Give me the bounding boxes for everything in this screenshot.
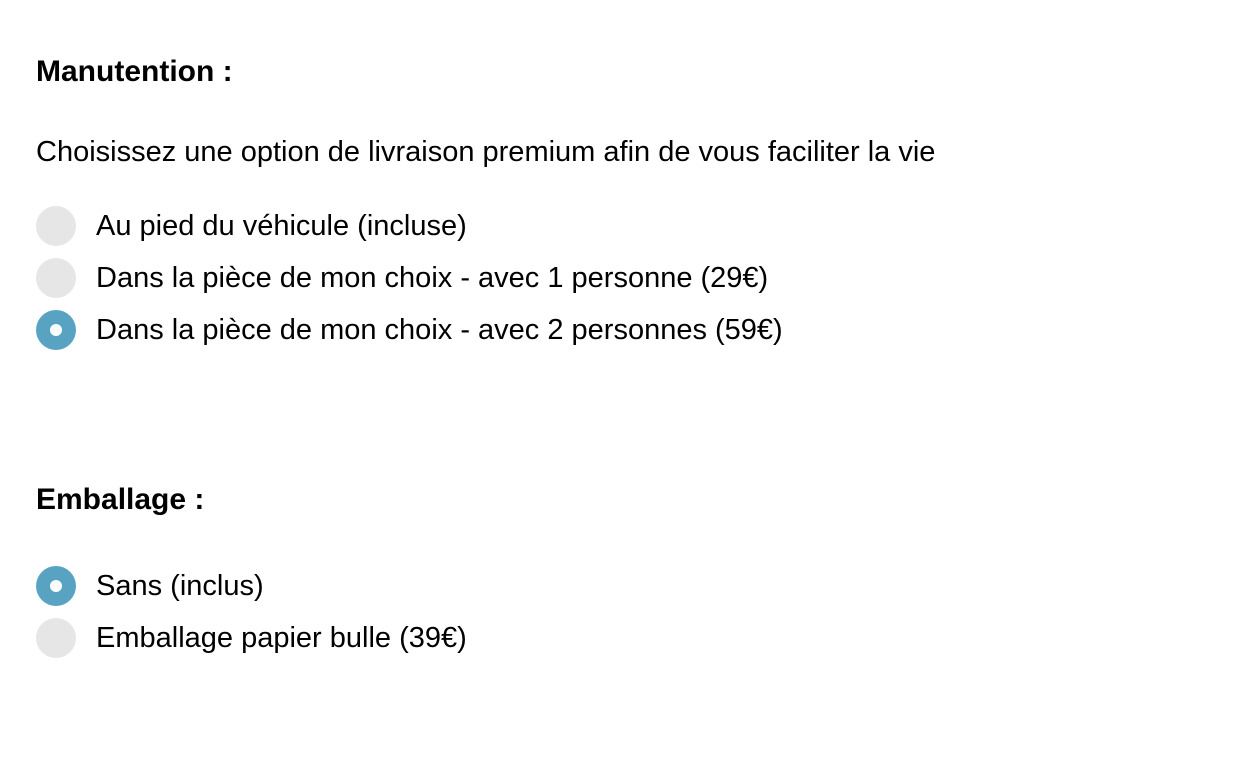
radio-option-sans[interactable] bbox=[36, 560, 467, 612]
emballage-radio-group bbox=[36, 560, 467, 664]
manutention-title: Manutention : bbox=[36, 55, 233, 88]
radio-option-papier-bulle[interactable] bbox=[36, 612, 467, 664]
radio-button-selected-icon[interactable] bbox=[36, 310, 76, 350]
radio-button-icon[interactable] bbox=[36, 258, 76, 298]
radio-label: Emballage papier bulle (39€) bbox=[96, 622, 467, 654]
radio-option-au-pied[interactable] bbox=[36, 200, 783, 252]
manutention-radio-group bbox=[36, 200, 783, 356]
radio-option-1-personne[interactable] bbox=[36, 252, 783, 304]
radio-button-selected-icon[interactable] bbox=[36, 566, 76, 606]
emballage-title: Emballage : bbox=[36, 483, 205, 516]
radio-button-icon[interactable] bbox=[36, 618, 76, 658]
manutention-description: Choisissez une option de livraison premium afin de vous faciliter la vie bbox=[36, 136, 936, 168]
radio-option-2-personnes[interactable] bbox=[36, 304, 783, 356]
radio-label: Au pied du véhicule (incluse) bbox=[96, 210, 467, 242]
radio-button-icon[interactable] bbox=[36, 206, 76, 246]
radio-label: Dans la pièce de mon choix - avec 1 personne (29€) bbox=[96, 262, 769, 294]
radio-label: Sans (inclus) bbox=[96, 570, 264, 602]
radio-label: Dans la pièce de mon choix - avec 2 personnes (59€) bbox=[96, 314, 783, 346]
